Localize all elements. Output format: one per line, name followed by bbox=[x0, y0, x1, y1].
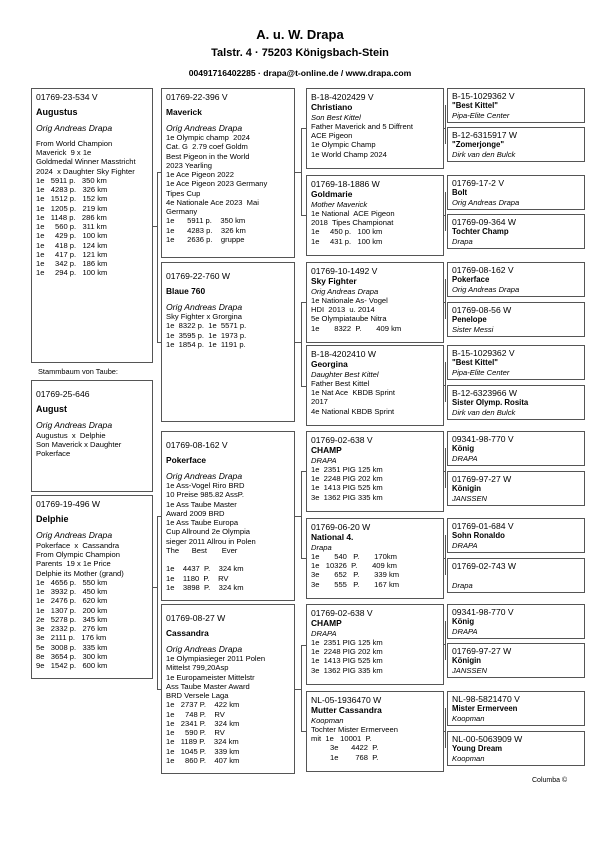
detail-line: 1e 2636 p. gruppe bbox=[166, 234, 245, 244]
detail-line: 1e 560 p. 311 km bbox=[36, 222, 107, 232]
detail-line: 10 Preise 985.82 AssP. bbox=[166, 490, 244, 500]
pigeon-name bbox=[452, 571, 580, 581]
detail-line: 1e 2248 PIG 202 km bbox=[311, 647, 383, 657]
grandparent-pigeon bbox=[306, 691, 444, 772]
detail-line: 3e 2332 p. 276 km bbox=[36, 624, 108, 634]
parent-pigeon bbox=[161, 262, 295, 422]
owner: Orig Andreas Drapa bbox=[36, 420, 113, 431]
detail-line: 2017 bbox=[311, 397, 328, 407]
pigeon-name: Königin bbox=[452, 484, 482, 494]
ring-number: 01769-08-162 V bbox=[452, 265, 514, 275]
dam-pigeon bbox=[31, 495, 153, 679]
pigeon-name: Sister Olymp. Rosita bbox=[452, 398, 529, 408]
pigeon-name: Maverick bbox=[166, 107, 202, 118]
pigeon-name: Penelope bbox=[452, 315, 487, 325]
detail-line: 1e 4437 P. 324 km bbox=[166, 564, 244, 574]
great-grandparent-pigeon bbox=[447, 643, 585, 678]
detail-line: 9e 1542 p. 600 km bbox=[36, 661, 108, 671]
owner: Daughter Best Kittel bbox=[311, 369, 379, 379]
subject-pigeon bbox=[31, 88, 153, 363]
connector-line bbox=[445, 535, 446, 575]
connector-line bbox=[301, 471, 302, 558]
detail-line: 1e Ace Pigeon 2022 bbox=[166, 170, 234, 180]
ring-number: 01769-25-646 bbox=[36, 389, 90, 399]
connector-line bbox=[157, 516, 158, 689]
detail-line: 3e 1362 PIG 335 km bbox=[311, 492, 383, 502]
pigeon-details bbox=[166, 133, 290, 244]
pigeon-name: Sohn Ronaldo bbox=[452, 531, 505, 541]
owner: Dirk van den Bulck bbox=[452, 149, 516, 159]
owner: DRAPA bbox=[452, 626, 478, 636]
pigeon-name: Pokerface bbox=[452, 275, 490, 285]
detail-line: 1e 418 p. 124 km bbox=[36, 240, 108, 250]
pigeon-name: Tochter Champ bbox=[452, 227, 509, 237]
pigeon-details bbox=[166, 312, 290, 349]
detail-line: 2024 x Daughter Sky Fighter bbox=[36, 166, 135, 176]
detail-line: Son Maverick x Daughter bbox=[36, 440, 122, 450]
pigeon-name: National 4. bbox=[311, 532, 354, 543]
ring-number: 01769-97-27 W bbox=[452, 646, 512, 656]
pigeon-name: Augustus bbox=[36, 107, 78, 118]
pigeon-name: August bbox=[36, 404, 67, 415]
pigeon-name: Bolt bbox=[452, 188, 468, 198]
great-grandparent-pigeon bbox=[447, 731, 585, 766]
great-grandparent-pigeon bbox=[447, 518, 585, 553]
pigeon-details bbox=[311, 465, 439, 502]
detail-line: 1e 4283 p. 326 km bbox=[166, 225, 246, 235]
ring-number: 01769-23-534 V bbox=[36, 92, 98, 102]
great-grandparent-pigeon bbox=[447, 431, 585, 466]
pigeon-details bbox=[166, 654, 290, 765]
detail-line: 3e 555 P. 167 km bbox=[311, 579, 400, 589]
detail-line: Maverick 9 x 1e bbox=[36, 148, 92, 158]
owner: Pipa-Elite Center bbox=[452, 367, 510, 377]
pigeon-name: Mutter Cassandra bbox=[311, 705, 382, 716]
owner: Orig Andreas Drapa bbox=[166, 470, 243, 481]
breeder-name: A. u. W. Drapa bbox=[256, 27, 344, 42]
pigeon-details bbox=[311, 638, 439, 675]
owner: Mother Maverick bbox=[311, 199, 368, 209]
detail-line: 1e Ass-Vogel Riro BRD bbox=[166, 481, 245, 491]
detail-line: Mittelst 799,20Asp bbox=[166, 663, 229, 673]
detail-line: Award 2009 BRD bbox=[166, 508, 225, 518]
owner: Dirk van den Bulck bbox=[452, 407, 516, 417]
detail-line: 1e Olympic Champ bbox=[311, 140, 376, 150]
footer-credit: Columba © bbox=[532, 777, 568, 784]
detail-line: 1e 2737 P. 422 km bbox=[166, 700, 240, 710]
ring-number: B-15-1029362 V bbox=[452, 91, 515, 101]
detail-line: 1e 2476 p. 620 km bbox=[36, 596, 108, 606]
pigeon-name: CHAMP bbox=[311, 445, 342, 456]
detail-line: 1e Nat Ace KBDB Sprint bbox=[311, 388, 395, 398]
detail-line: Tochter Mister Ermerveen bbox=[311, 724, 398, 734]
detail-line: 1e 2248 PIG 202 km bbox=[311, 474, 383, 484]
ring-number: 01769-10-1492 V bbox=[311, 266, 378, 276]
parent-pigeon bbox=[161, 604, 295, 774]
ring-number: 01769-22-396 V bbox=[166, 92, 228, 102]
detail-line: 1e 431 p. 100 km bbox=[311, 236, 383, 246]
detail-line: 2e 5278 p. 345 km bbox=[36, 614, 108, 624]
detail-line bbox=[166, 555, 290, 564]
ring-number: B-18-4202410 W bbox=[311, 349, 376, 359]
ring-number: NL-05-1936470 W bbox=[311, 695, 382, 705]
great-grandparent-pigeon bbox=[447, 471, 585, 506]
detail-line: Delphie its Mother (grand) bbox=[36, 568, 124, 578]
detail-line: 1e World Champ 2024 bbox=[311, 149, 387, 159]
great-grandparent-pigeon bbox=[447, 691, 585, 726]
great-grandparent-pigeon bbox=[447, 88, 585, 123]
ring-number: 09341-98-770 V bbox=[452, 434, 514, 444]
detail-line: Cup Allround 2e Olympia bbox=[166, 527, 250, 537]
owner: JANSSEN bbox=[452, 665, 488, 675]
detail-line: 3e 652 P. 339 km bbox=[311, 570, 400, 580]
detail-line: From World Champion bbox=[36, 138, 113, 148]
ring-number: 01769-19-496 W bbox=[36, 499, 101, 509]
detail-line: The Best Ever bbox=[166, 545, 238, 555]
great-grandparent-pigeon bbox=[447, 175, 585, 210]
detail-line: 4e National KBDB Sprint bbox=[311, 406, 395, 416]
detail-line: 1e Nationale As- Vogel bbox=[311, 295, 388, 305]
detail-line: 1e 3595 p. 1e 1973 p. bbox=[166, 330, 247, 340]
detail-line: 1e 748 P. RV bbox=[166, 709, 225, 719]
owner: Drapa bbox=[452, 580, 473, 590]
subject-details bbox=[36, 139, 148, 278]
detail-line: 1e 8322 P. 409 km bbox=[311, 323, 402, 333]
detail-line: 1e Ace Pigeon 2023 Germany bbox=[166, 179, 268, 189]
pigeon-details bbox=[311, 725, 439, 762]
detail-line: 3e 4422 P. bbox=[311, 743, 379, 753]
detail-line: 1e 860 P. 407 km bbox=[166, 755, 240, 765]
ring-number: 01769-17-2 V bbox=[452, 178, 505, 188]
detail-line: 5e 3008 p. 335 km bbox=[36, 642, 108, 652]
detail-line: 1e 2351 PIG 125 km bbox=[311, 637, 383, 647]
detail-line: 1e 3898 P. 324 km bbox=[166, 582, 244, 592]
detail-line: 1e 10326 P. 409 km bbox=[311, 561, 397, 571]
ring-number: 01769-02-638 V bbox=[311, 435, 373, 445]
pigeon-name: Georgina bbox=[311, 359, 348, 370]
pigeon-name: "Zomerjonge" bbox=[452, 140, 505, 150]
detail-line: 1e 1413 PIG 525 km bbox=[311, 483, 383, 493]
owner: Orig Andreas Drapa bbox=[36, 530, 113, 541]
owner: DRAPA bbox=[452, 453, 478, 463]
owner: DRAPA bbox=[311, 628, 337, 638]
great-grandparent-pigeon bbox=[447, 262, 585, 297]
detail-line: 1e Olympic champ 2024 bbox=[166, 133, 250, 143]
detail-line: 1e 342 p. 186 km bbox=[36, 259, 108, 269]
parent-pigeon bbox=[161, 88, 295, 258]
detail-line: sieger 2011 Allrou in Polen bbox=[166, 536, 256, 546]
detail-line: 1e 768 P. bbox=[311, 752, 379, 762]
great-grandparent-pigeon bbox=[447, 302, 585, 337]
grandparent-pigeon bbox=[306, 175, 444, 256]
ring-number: 01769-06-20 W bbox=[311, 522, 371, 532]
parent-pigeon bbox=[161, 431, 295, 601]
great-grandparent-pigeon bbox=[447, 385, 585, 420]
detail-line: 1e 2351 PIG 125 km bbox=[311, 464, 383, 474]
pigeon-name: Sky Fighter bbox=[311, 276, 357, 287]
great-grandparent-pigeon bbox=[447, 558, 585, 593]
detail-line: 1e 5911 p. 350 km bbox=[36, 175, 107, 185]
owner: Drapa bbox=[452, 236, 473, 246]
detail-line: 3e 1362 PIG 335 km bbox=[311, 665, 383, 675]
detail-line: Parents 19 x 1e Price bbox=[36, 559, 111, 569]
ring-number: 01769-02-743 W bbox=[452, 561, 517, 571]
detail-line: ACE Pigeon bbox=[311, 131, 353, 141]
detail-line: 1e 1307 p. 200 km bbox=[36, 605, 108, 615]
owner: DRAPA bbox=[311, 455, 337, 465]
detail-line: 1e 1189 P. 324 km bbox=[166, 737, 239, 747]
ring-number: 01769-08-27 W bbox=[166, 613, 226, 623]
detail-line: Sky Fighter x Grorgina bbox=[166, 312, 242, 322]
detail-line: 1e 1512 p. 152 km bbox=[36, 194, 108, 204]
connector-line bbox=[301, 128, 302, 215]
ring-number: 01769-08-162 V bbox=[166, 440, 228, 450]
pigeon-name: Cassandra bbox=[166, 628, 209, 639]
ring-number: B-12-6323966 W bbox=[452, 388, 517, 398]
detail-line: Goldmedal Winner Masstricht bbox=[36, 157, 136, 167]
connector-line bbox=[445, 448, 446, 488]
pigeon-details bbox=[311, 552, 439, 589]
owner: Orig Andreas Drapa bbox=[311, 286, 379, 296]
pigeon-details bbox=[311, 379, 439, 416]
owner: JANSSEN bbox=[452, 493, 488, 503]
detail-line: 1e 1045 P. 339 km bbox=[166, 746, 240, 756]
ring-number: 01769-22-760 W bbox=[166, 271, 231, 281]
dam-details bbox=[36, 541, 148, 671]
owner: Orig Andreas Drapa bbox=[452, 284, 520, 294]
detail-line: 1e 1180 P. RV bbox=[166, 573, 229, 583]
detail-line: 1e Olympiasieger 2011 Polen bbox=[166, 654, 266, 664]
pigeon-name: Young Dream bbox=[452, 744, 503, 754]
pedigree-ref-pigeon bbox=[31, 380, 153, 492]
pigeon-name: "Best Kittel" bbox=[452, 358, 498, 368]
owner: Orig Andreas Drapa bbox=[166, 122, 243, 133]
detail-line: Ass Taube Master Award bbox=[166, 681, 250, 691]
owner: Koopman bbox=[452, 753, 485, 763]
ring-number: 01769-08-56 W bbox=[452, 305, 512, 315]
pigeon-name: Goldmarie bbox=[311, 189, 353, 200]
pigeon-name: "Best Kittel" bbox=[452, 101, 498, 111]
detail-line: 1e 3932 p. 450 km bbox=[36, 587, 108, 597]
grandparent-pigeon bbox=[306, 604, 444, 685]
detail-line: HDI 2013 u. 2014 bbox=[311, 305, 375, 315]
owner: Koopman bbox=[311, 715, 344, 725]
grandparent-pigeon bbox=[306, 345, 444, 426]
detail-line: mit 1e 10001 P. bbox=[311, 734, 372, 744]
detail-line: 5e Olympiataube Nitra bbox=[311, 314, 387, 324]
owner: Koopman bbox=[452, 713, 485, 723]
detail-line: 1e 1413 PIG 525 km bbox=[311, 656, 383, 666]
detail-line: 2023 Yearling bbox=[166, 160, 213, 170]
connector-line bbox=[445, 621, 446, 660]
detail-line: 1e 5911 p. 350 km bbox=[166, 216, 246, 226]
detail-line: BRD Versele Laga bbox=[166, 691, 229, 701]
detail-line: 1e 4656 p. 550 km bbox=[36, 577, 108, 587]
detail-line: 1e 1205 p. 219 km bbox=[36, 203, 108, 213]
grandparent-pigeon bbox=[306, 518, 444, 599]
ring-number: NL-98-5821470 V bbox=[452, 694, 520, 704]
connector-line bbox=[445, 279, 446, 319]
pigeon-details bbox=[166, 481, 290, 592]
ring-number: B-18-4202429 V bbox=[311, 92, 374, 102]
connector-line bbox=[445, 708, 446, 748]
owner: Orig Andreas Drapa bbox=[36, 123, 113, 134]
pigeon-name: CHAMP bbox=[311, 618, 342, 629]
great-grandparent-pigeon bbox=[447, 604, 585, 639]
owner: DRAPA bbox=[452, 540, 478, 550]
connector-line bbox=[445, 362, 446, 402]
connector-line bbox=[301, 302, 302, 386]
breeder-address: Talstr. 4 · 75203 Königsbach-Stein bbox=[211, 47, 389, 59]
owner: Orig Andreas Drapa bbox=[166, 643, 243, 654]
ring-number: 01769-18-1886 W bbox=[311, 179, 380, 189]
pigeon-name: Mister Ermerveen bbox=[452, 704, 518, 714]
detail-line: 1e 4283 p. 326 km bbox=[36, 185, 108, 195]
detail-line: 1e Europameister Mittelstr bbox=[166, 672, 255, 682]
great-grandparent-pigeon bbox=[447, 345, 585, 380]
breeder-contact: 00491716402285 · drapa@t-online.de / www.drapa.com bbox=[188, 68, 412, 78]
pigeon-details bbox=[311, 209, 439, 246]
detail-line: Germany bbox=[166, 207, 198, 217]
pigeon-details bbox=[311, 296, 439, 333]
detail-line: 1e 417 p. 121 km bbox=[36, 249, 108, 259]
connector-line bbox=[301, 645, 302, 731]
detail-line: Cat. G 2.79 coef Goldm bbox=[166, 142, 248, 152]
detail-line: 1e 2341 P. 324 km bbox=[166, 718, 240, 728]
owner: Pipa-Elite Center bbox=[452, 110, 510, 120]
detail-line: 1e Ass Taube Master bbox=[166, 499, 237, 509]
ring-number: NL-00-5063909 W bbox=[452, 734, 523, 744]
detail-line: Augustus x Delphie bbox=[36, 430, 106, 440]
owner: Sister Messi bbox=[452, 324, 494, 334]
ring-number: B-15-1029362 V bbox=[452, 348, 515, 358]
grandparent-pigeon bbox=[306, 88, 444, 169]
detail-line: 1e 429 p. 100 km bbox=[36, 231, 108, 241]
pigeon-name: König bbox=[452, 444, 475, 454]
detail-line: 1e Ass Taube Europa bbox=[166, 518, 239, 528]
detail-line: From Olympic Champion bbox=[36, 550, 120, 560]
detail-line: Pokerface x Cassandra bbox=[36, 540, 120, 550]
detail-line: Father Maverick and 5 Diffrent bbox=[311, 121, 413, 131]
pigeon-name: Christiano bbox=[311, 102, 353, 113]
detail-line: Father Best Kittel bbox=[311, 378, 370, 388]
detail-line: 4e Nationale Ace 2023 Mai bbox=[166, 197, 259, 207]
ring-number: B-12-6315917 W bbox=[452, 130, 517, 140]
connector-line bbox=[445, 192, 446, 231]
pedigree-ref-details bbox=[36, 431, 148, 459]
detail-line: 1e 1148 p. 286 km bbox=[36, 212, 107, 222]
ring-number: 01769-97-27 W bbox=[452, 474, 512, 484]
detail-line: 3e 2111 p. 176 km bbox=[36, 633, 107, 643]
owner: Orig Andreas Drapa bbox=[166, 301, 243, 312]
detail-line: 8e 3654 p. 300 km bbox=[36, 651, 108, 661]
pigeon-name: Blaue 760 bbox=[166, 286, 206, 297]
pigeon-details bbox=[311, 122, 439, 159]
detail-line: Best Pigeon in the World bbox=[166, 151, 250, 161]
detail-line: Pokerface bbox=[36, 449, 71, 459]
grandparent-pigeon bbox=[306, 431, 444, 512]
great-grandparent-pigeon bbox=[447, 127, 585, 162]
pigeon-name: König bbox=[452, 617, 475, 627]
great-grandparent-pigeon bbox=[447, 214, 585, 249]
detail-line: Tipes Cup bbox=[166, 188, 201, 198]
grandparent-pigeon bbox=[306, 262, 444, 343]
stammbaum-label: Stammbaum von Taube: bbox=[38, 367, 118, 376]
owner: Drapa bbox=[311, 542, 332, 552]
detail-line: 1e 294 p. 100 km bbox=[36, 268, 108, 278]
detail-line: 1e 450 p. 100 km bbox=[311, 227, 383, 237]
detail-line: 2018 Tipes Championat bbox=[311, 218, 394, 228]
pigeon-name: Königin bbox=[452, 656, 482, 666]
owner: Son Best Kittel bbox=[311, 112, 361, 122]
ring-number: 01769-02-638 V bbox=[311, 608, 373, 618]
ring-number: 01769-01-684 V bbox=[452, 521, 514, 531]
ring-number: 09341-98-770 V bbox=[452, 607, 514, 617]
detail-line: 1e 8322 p. 1e 5571 p. bbox=[166, 321, 247, 331]
detail-line: 1e 540 P. 170km bbox=[311, 551, 397, 561]
detail-line: 1e 1854 p. 1e 1191 p. bbox=[166, 339, 246, 349]
detail-line: 1e National ACE Pigeon bbox=[311, 208, 395, 218]
detail-line: 1e 590 P. RV bbox=[166, 728, 225, 738]
owner: Orig Andreas Drapa bbox=[452, 197, 520, 207]
connector-line bbox=[157, 172, 158, 342]
connector-line bbox=[445, 105, 446, 144]
ring-number: 01769-09-364 W bbox=[452, 217, 517, 227]
pigeon-name: Pokerface bbox=[166, 455, 207, 466]
pigeon-name: Delphie bbox=[36, 514, 69, 525]
